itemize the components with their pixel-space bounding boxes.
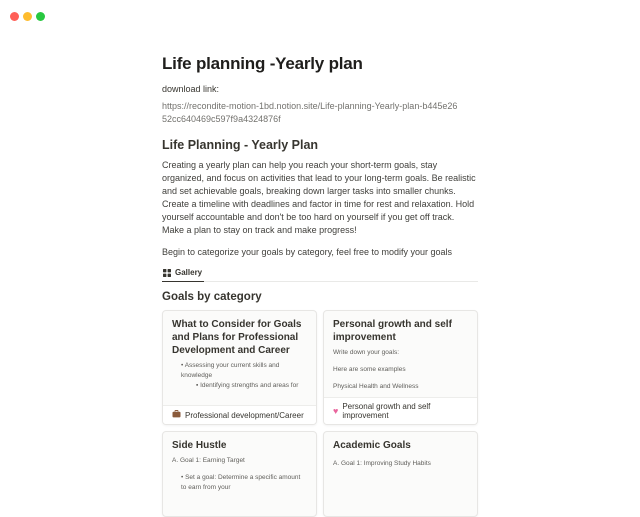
window-controls [10,12,45,21]
minimize-window-button[interactable] [23,12,32,21]
gallery-grid-icon [163,269,171,277]
categorize-note: Begin to categorize your goals by category, feel free to modify your goals [162,247,452,257]
card-body [324,432,477,516]
card-title: What to Consider for Goals and Plans for Professional Development and Career [172,319,302,356]
page-title: Life planning -Yearly plan [162,54,363,73]
card-category-tag [324,397,477,424]
card-preview-line: Write down your goals: [333,349,399,356]
download-link-label: download link: [162,84,220,94]
card-preview-line: Physical Health and Wellness [333,383,419,390]
card-body [163,432,316,516]
pink-heart-icon: ♥ [333,406,339,416]
download-url-link[interactable]: https://recondite-motion-1bd.notion.site/Life-planning-Yearly-plan-b445e2652cc640469c597f9a4324876f [162,101,458,124]
card-body [324,311,477,397]
tab-gallery[interactable] [162,266,204,282]
briefcase-icon [172,410,181,420]
card-category-tag [163,405,316,424]
close-window-button[interactable] [10,12,19,21]
view-tab-bar [162,266,478,282]
card-body [163,311,316,405]
zoom-window-button[interactable] [36,12,45,21]
gallery-grid [162,310,478,517]
gallery-card-professional-development[interactable] [162,310,317,425]
card-preview-line: A. Goal 1: Earning Target [172,457,245,464]
card-preview-line: ▪ Identifying strengths and areas for [196,382,299,389]
notion-page [162,54,478,517]
card-category-label: Professional development/Career [185,410,304,420]
card-preview-line: A. Goal 1: Improving Study Habits [333,460,431,467]
gallery-card-personal-growth[interactable] [323,310,478,425]
section-heading: Life Planning - Yearly Plan [162,138,319,152]
card-preview-line: Here are some examples [333,366,406,373]
card-title: Side Hustle [172,440,227,451]
card-preview-line: • Set a goal: Determine a specific amount to earn from your [181,474,301,491]
gallery-heading: Goals by category [162,291,262,303]
gallery-card-academic-goals[interactable] [323,431,478,517]
card-category-label: Personal growth and self improvement [342,402,431,420]
card-preview-line: • Assessing your current skills and knowledge [181,362,280,379]
tab-gallery-label: Gallery [175,268,203,277]
intro-paragraph: Creating a yearly plan can help you reach your short-term goals, stay organized, and focus on activities that lead to your long-term goals. Be realistic and set achievable goals, breaking down larger tasks into smaller chunks. Create a timeline with deadlines and factor in time for rest and relaxation. Hold yourself accountable and don't be too hard on yourself if you get off track. Make a plan to stay on track and make progress! [162,160,476,235]
gallery-card-side-hustle[interactable] [162,431,317,517]
card-title: Academic Goals [333,440,411,451]
card-title: Personal growth and self improvement [333,319,452,343]
